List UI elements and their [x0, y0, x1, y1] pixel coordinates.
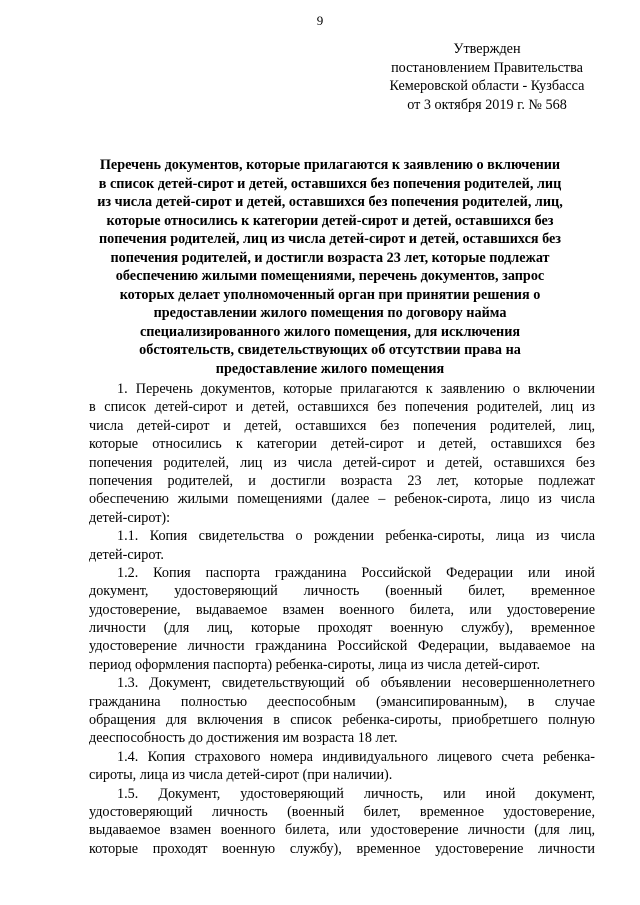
body-line: 1. Перечень документов, которые прилагаются к заявлению о включении: [117, 381, 595, 397]
body-line: детей-сирот.: [89, 546, 164, 563]
body-line: числа детей-сирот и детей, оставшихся без попечения родителей, лиц,: [89, 417, 595, 434]
title-line: попечения родителей, лиц из числа детей-сирот и детей, оставшихся без: [98, 231, 562, 247]
body-line: 1.1. Копия свидетельства о рождении ребенка-сироты, лица из числа: [117, 528, 595, 545]
title-line: Перечень документов, которые прилагаются к заявлению о включении: [99, 157, 561, 173]
body-line: 1.4. Копия страхового номера индивидуального лицевого счета ребенка-: [117, 748, 595, 765]
body-line: которые относились к категории детей-сирот и детей, оставшихся без: [89, 436, 595, 453]
title-line: обстоятельств, свидетельствующих об отсутствии права на: [139, 342, 521, 358]
document-title: [66, 156, 594, 378]
body-line: 1.2. Копия паспорта гражданина Российской Федерации или иной: [117, 564, 595, 581]
approval-line: от 3 октября 2019 г. № 568: [407, 96, 567, 113]
title-line: которые относились к категории детей-сирот и детей, оставшихся без: [106, 212, 554, 229]
body-line: выдаваемое взамен военного билета, или удостоверение личности (для лиц,: [89, 822, 595, 839]
title-line: предоставлении жилого помещения по договору найма: [153, 305, 507, 321]
approval-line: постановлением Правительства: [391, 59, 583, 76]
body-line: удостоверяющий личность (военный билет, временное удостоверение,: [89, 803, 595, 820]
title-line: предоставление жилого помещения: [215, 360, 445, 377]
title-line: специализированного жилого помещения, для исключения: [139, 323, 521, 340]
body-line: 1.3. Документ, свидетельствующий об объявлении несовершеннолетнего: [117, 675, 595, 692]
body-line: период оформления паспорта) ребенка-сироты, лица из числа детей-сирот.: [89, 656, 541, 673]
document-body: [89, 380, 595, 858]
body-line: личности (для лиц, которые проходят военную службу), временное: [89, 620, 595, 637]
body-line: в список детей-сирот и детей, оставшихся без попечения родителей, лиц из: [89, 399, 595, 416]
body-line: обеспечению жилыми помещениями (далее – ребенок-сирота, лицо из числа: [89, 491, 595, 508]
approval-line: Утвержден: [453, 41, 521, 57]
body-line: детей-сирот):: [89, 509, 171, 526]
approval-block: [372, 40, 602, 114]
body-line: попечения родителей, лиц из числа детей-сирот и детей, оставшихся без: [89, 454, 595, 471]
body-line: сироты, лица из числа детей-сирот (при наличии).: [89, 767, 393, 784]
page-number: 9: [316, 13, 324, 28]
body-line: попечения родителей, и достигли возраста 23 лет, которые подлежат: [89, 472, 595, 489]
body-line: которые проходят военную службу), временное удостоверение личности: [89, 840, 595, 857]
title-line: которых делает уполномоченный орган при принятии решения о: [119, 286, 541, 303]
body-line: удостоверение, выдаваемое взамен военного билета, или удостоверение: [89, 601, 595, 618]
title-line: обеспечению жилыми помещениями, перечень документов, запрос: [115, 268, 545, 284]
approval-line: Кемеровской области - Кузбасса: [389, 78, 585, 94]
title-line: в список детей-сирот и детей, оставшихся без попечения родителей, лиц: [98, 175, 562, 192]
title-line: попечения родителей, и достигли возраста 23 лет, которые подлежат: [110, 249, 550, 266]
body-line: 1.5. Документ, удостоверяющий личность, или иной документ,: [117, 785, 595, 802]
body-line: гражданина полностью дееспособным (эмансипированным), в случае: [89, 693, 595, 710]
body-line: удостоверение личности гражданина Российской Федерации, выдаваемое на: [89, 638, 595, 655]
title-line: из числа детей-сирот и детей, оставшихся без попечения родителей, лиц,: [97, 194, 563, 210]
body-line: дееспособность до достижения им возраста 18 лет.: [89, 730, 398, 747]
body-line: документ, удостоверяющий личность (военный билет, временное: [89, 583, 595, 600]
body-line: обращения для включения в список ребенка-сироты, приобретшего полную: [89, 712, 595, 729]
